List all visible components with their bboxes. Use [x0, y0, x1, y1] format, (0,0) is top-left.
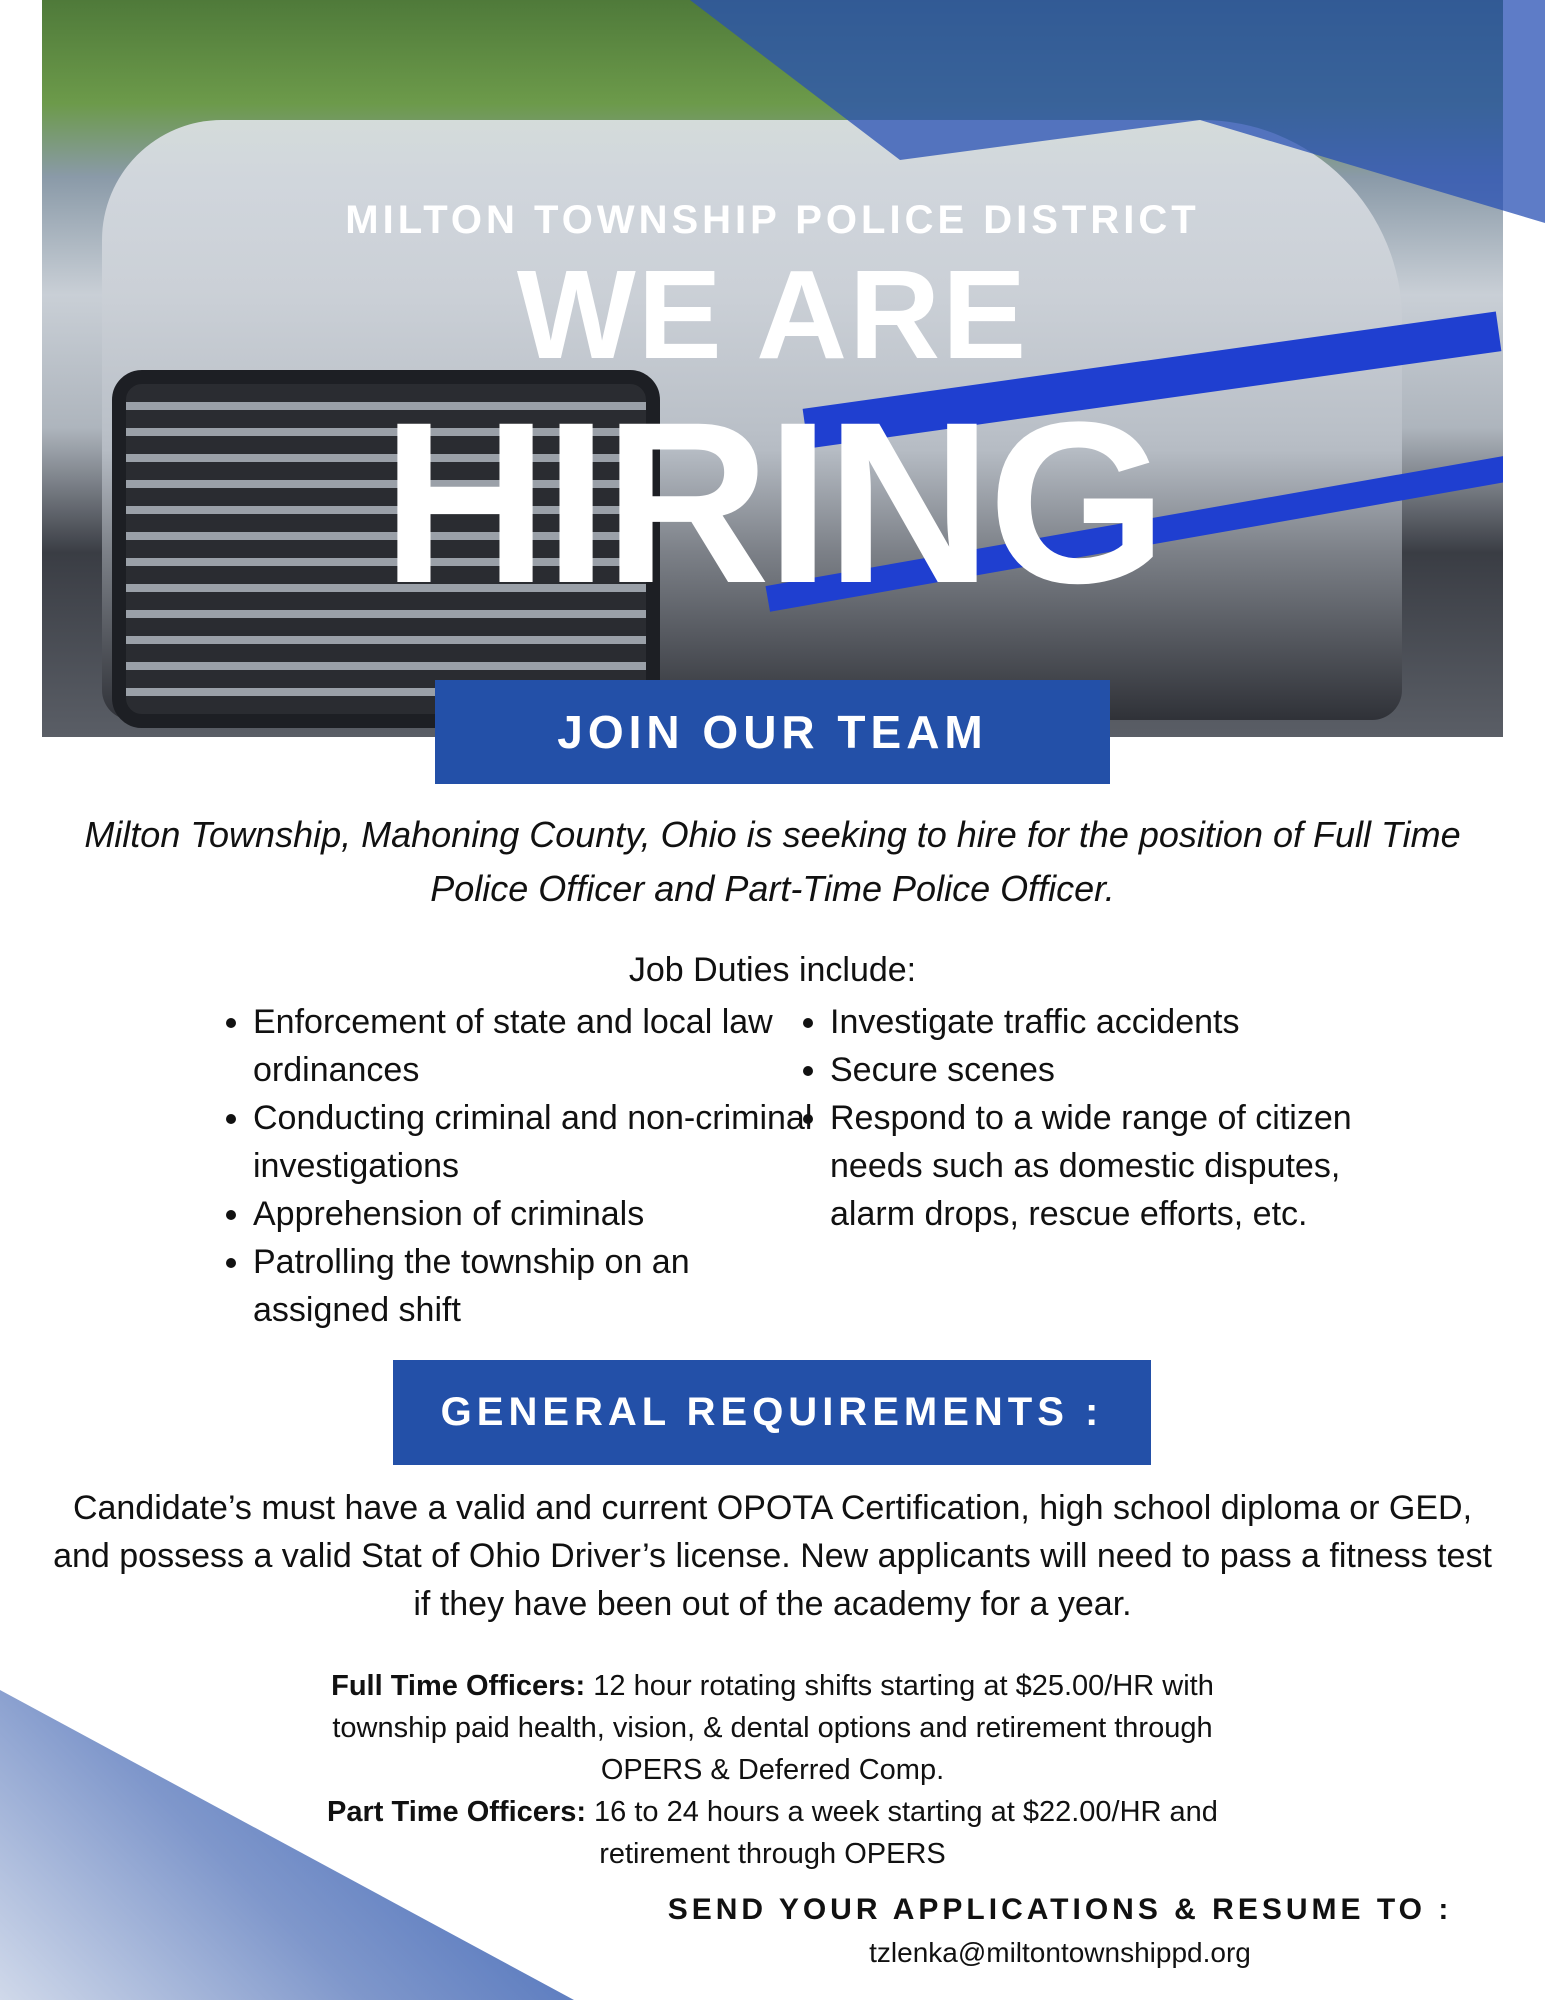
part-time-info — [300, 1791, 1245, 1875]
duties-list-left — [217, 998, 823, 1334]
send-applications-label: SEND YOUR APPLICATIONS & RESUME TO : — [667, 1893, 1453, 1926]
part-time-label: Part Time Officers: — [327, 1796, 586, 1828]
join-our-team-banner: JOIN OUR TEAM — [435, 680, 1110, 784]
list-item: • Respond to a wide range of citizen needs such as domestic disputes, alarm drops, rescue efforts, etc. — [830, 1094, 1390, 1238]
pay-info — [0, 1665, 1545, 1875]
requirements-text: Candidate’s must have a valid and current OPOTA Certification, high school diploma or GED, and possess a valid Stat of Ohio Driver’s license. New applicants will need to pass a fitness test if they have been out of the academy for a year. — [53, 1489, 1492, 1623]
list-item: • Conducting criminal and non-criminal investigations — [253, 1094, 823, 1190]
contact-email[interactable]: tzlenka@miltontownshippd.org — [869, 1937, 1251, 1968]
org-name: MILTON TOWNSHIP POLICE DISTRICT — [345, 198, 1200, 242]
intro-text: Milton Township, Mahoning County, Ohio is seeking to hire for the position of Full Time Police Officer and Part-Time Police Officer. — [84, 814, 1461, 909]
full-time-label: Full Time Officers: — [331, 1670, 586, 1702]
part-time-text: 16 to 24 hours a week starting at $22.00/HR and retirement through OPERS — [585, 1796, 1218, 1870]
headline-hiring: HIRING — [382, 374, 1163, 631]
duties-title: Job Duties include: — [628, 951, 917, 989]
duties-list-right — [794, 998, 1390, 1238]
full-time-text: 12 hour rotating shifts starting at $25.00/HR with township paid health, vision, & dental options and retirement through OPERS & Deferred Comp. — [332, 1670, 1214, 1786]
list-item: • Secure scenes — [830, 1046, 1390, 1094]
list-item: • Patrolling the township on an assigned shift — [253, 1238, 823, 1334]
full-time-info — [300, 1665, 1245, 1791]
headline-we-are: WE ARE — [516, 244, 1029, 385]
general-requirements-banner: GENERAL REQUIREMENTS : — [393, 1360, 1151, 1465]
list-item: • Investigate traffic accidents — [830, 998, 1390, 1046]
list-item: • Apprehension of criminals — [253, 1190, 823, 1238]
list-item: • Enforcement of state and local law ordinances — [253, 998, 823, 1094]
